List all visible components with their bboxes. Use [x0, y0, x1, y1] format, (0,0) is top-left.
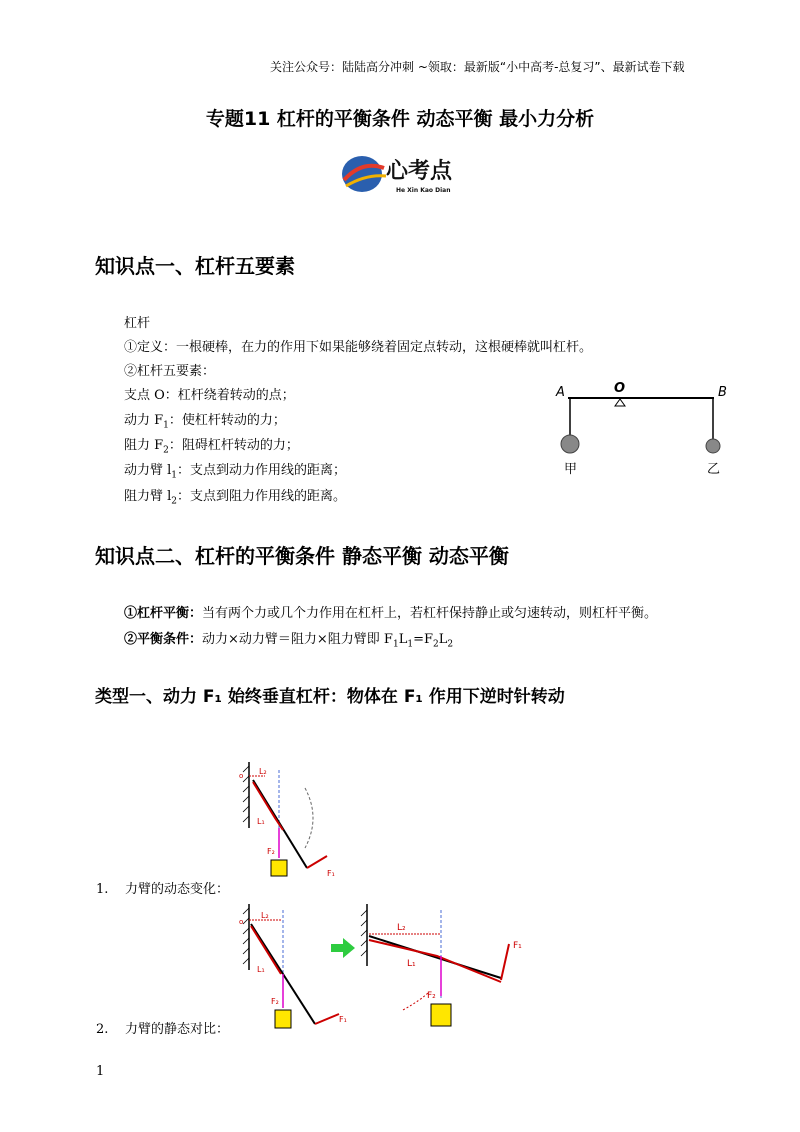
svg-text:L₂: L₂	[397, 923, 406, 933]
svg-text:F₂: F₂	[271, 997, 279, 1006]
figure-2	[235, 900, 535, 1044]
svg-text:L₁: L₁	[257, 817, 265, 826]
section1-line-0: 杠杆	[124, 316, 151, 331]
svg-text:F₁: F₁	[327, 869, 335, 878]
ball-yi-icon	[706, 439, 720, 453]
label-yi: 乙	[707, 462, 721, 477]
label-b: B	[718, 385, 727, 400]
page-number: 1	[96, 1064, 105, 1079]
lever-diagram	[550, 378, 740, 482]
figure-1	[235, 758, 355, 892]
section1-line-1: ①定义：一根硬棒，在力的作用下如果能够绕着固定点转动，这根硬棒就叫杠杆。	[124, 340, 593, 355]
section2-item2: ②平衡条件：动力×动力臂＝阻力×阻力臂即 $F_1L_1=F_2L_2$	[124, 632, 454, 650]
header-note: 关注公众号：陆陆高分冲刺 ~领取：最新版“小中高考-总复习”、最新试卷下载	[270, 60, 685, 74]
fulcrum-icon	[615, 399, 625, 406]
svg-text:F₁: F₁	[339, 1015, 347, 1024]
element-effort: 动力 $F_1$：使杠杆转动的力；	[124, 413, 286, 431]
svg-text:L₂: L₂	[261, 911, 269, 920]
label-o: O	[614, 381, 626, 396]
logo-text: 心考点	[386, 159, 453, 184]
ball-jia-icon	[561, 435, 579, 453]
page-title: 专题11 杠杆的平衡条件 动态平衡 最小力分析	[205, 108, 595, 130]
section2-heading: 知识点二、杠杆的平衡条件 静态平衡 动态平衡	[95, 544, 509, 568]
list-item-2: 2. 力臂的静态对比：	[96, 1022, 229, 1037]
element-load-arm: 阻力臂 $l_2$：支点到阻力作用线的距离。	[124, 489, 347, 507]
svg-text:L₁: L₁	[407, 959, 416, 969]
svg-text:L₁: L₁	[257, 965, 265, 974]
type1-heading: 类型一、动力 F₁ 始终垂直杠杆：物体在 F₁ 作用下逆时针转动	[95, 687, 565, 707]
element-load: 阻力 $F_2$：阻碍杠杆转动的力；	[124, 438, 299, 456]
svg-text:o: o	[239, 918, 244, 926]
arrow-right-icon	[331, 938, 355, 958]
element-effort-arm: 动力臂 $l_1$：支点到动力作用线的距离；	[124, 463, 347, 481]
svg-text:F₂: F₂	[427, 991, 436, 1001]
section2-item1: ①杠杆平衡：当有两个力或几个力作用在杠杆上，若杠杆保持静止或匀速转动，则杠杆平衡。	[124, 606, 658, 621]
svg-text:F₁: F₁	[513, 941, 522, 951]
list-item-1: 1. 力臂的动态变化：	[96, 882, 229, 897]
svg-text:L₂: L₂	[259, 767, 267, 776]
label-a: A	[556, 385, 565, 400]
logo	[340, 150, 470, 202]
element-fulcrum: 支点 O：杠杆绕着转动的点；	[124, 388, 295, 403]
section1-line-2: ②杠杆五要素：	[124, 364, 216, 379]
logo-subtext: He Xin Kao Dian	[396, 187, 451, 194]
svg-text:o: o	[239, 772, 244, 780]
svg-text:F₂: F₂	[267, 847, 275, 856]
section1-heading: 知识点一、杠杆五要素	[95, 254, 295, 278]
label-jia: 甲	[564, 462, 578, 477]
